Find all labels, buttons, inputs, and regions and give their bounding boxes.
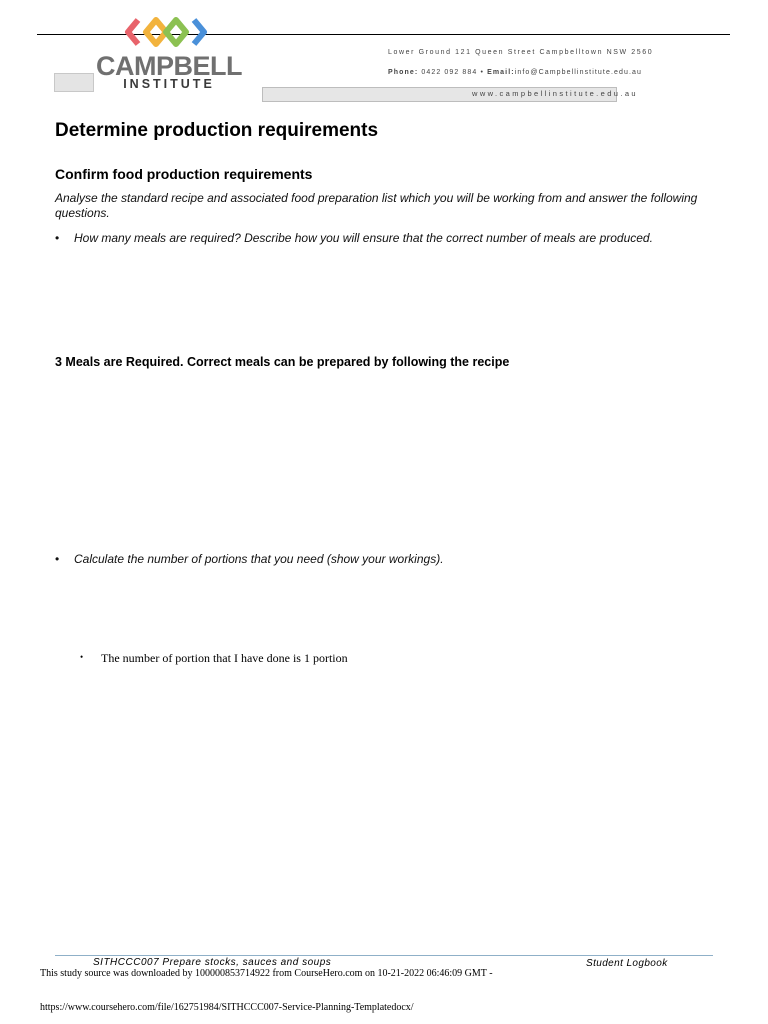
logo-chevron-red (128, 20, 138, 44)
placeholder-box (54, 73, 94, 92)
question-2 (55, 552, 444, 566)
answer-2 (80, 651, 348, 666)
footer-rule (55, 955, 713, 956)
logo-subtitle: INSTITUTE (123, 77, 215, 91)
logo-chevron-blue (194, 20, 204, 44)
logo-diamond-green (166, 20, 186, 44)
source-url[interactable]: https://www.coursehero.com/file/162751984/SITHCCC007-Service-Planning-Templatedocx/ (40, 1002, 414, 1013)
bullet-icon: • (55, 231, 60, 245)
section-title: Confirm food production requirements (55, 166, 313, 182)
page-title: Determine production requirements (55, 120, 379, 141)
email-label: Email: (487, 69, 515, 76)
phone-label: Phone: (388, 69, 419, 76)
footer-doc-type: Student Logbook (586, 958, 668, 969)
phone-number: 0422 092 884 (421, 69, 478, 76)
institute-address: Lower Ground 121 Queen Street Campbelltown NSW 2560 (388, 49, 654, 56)
question-1 (55, 231, 653, 245)
contact-line (388, 69, 642, 76)
logo-name: CAMPBELL (96, 51, 242, 81)
bullet-icon: • (55, 552, 60, 566)
question-1-text: How many meals are required? Describe how you will ensure that the correct number of meals are produced. (74, 231, 653, 245)
question-2-text: Calculate the number of portions that you need (show your workings). (74, 552, 444, 566)
answer-1: 3 Meals are Required. Correct meals can be prepared by following the recipe (55, 355, 510, 369)
email-address: info@Campbellinstitute.edu.au (514, 69, 643, 76)
website-url[interactable]: www.campbellinstitute.edu.au (472, 89, 639, 98)
separator-dot: • (480, 69, 485, 76)
bullet-icon: • (80, 652, 84, 662)
intro-text: Analyse the standard recipe and associated food preparation list which you will be working from and answer the following questions. (55, 191, 698, 220)
study-source-note: This study source was downloaded by 100000853714922 from CourseHero.com on 10-21-2022 06:46:09 GMT - (40, 968, 493, 979)
answer-2-text: The number of portion that I have done is 1 portion (101, 651, 348, 665)
footer-unit: SITHCCC007 Prepare stocks, sauces and soups (93, 957, 332, 968)
